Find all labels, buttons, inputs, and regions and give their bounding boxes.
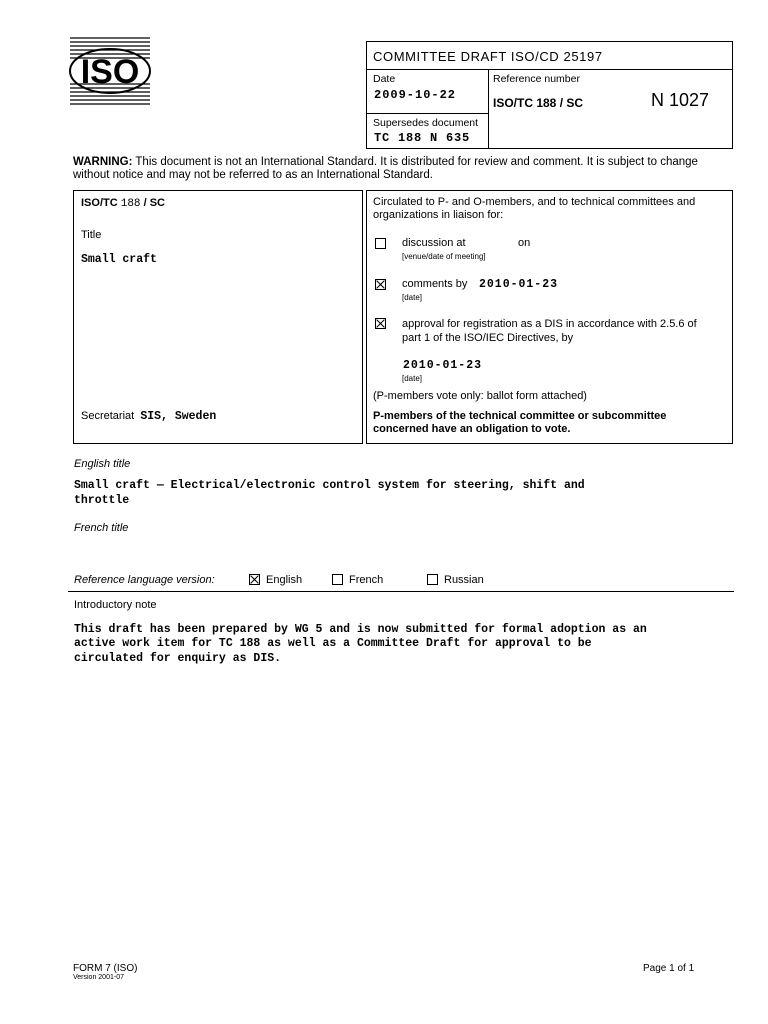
english-title-label: English title (74, 458, 131, 470)
english-checkbox[interactable] (249, 574, 260, 585)
supersedes-label: Supersedes document (373, 117, 479, 129)
warning: WARNING: This document is not an International Standard. It is distributed for review and comment. It is subject to change (73, 156, 698, 168)
french-checkbox[interactable] (332, 574, 343, 585)
iso-logo (68, 36, 152, 106)
footer-page: Page 1 of 1 (643, 963, 695, 974)
intro-line1: This draft has been prepared by WG 5 and is now submitted for formal adoption as an (74, 623, 647, 636)
n-number: N 1027 (651, 90, 710, 110)
obligation-line1: P-members of the technical committee or subcommittee (373, 410, 667, 422)
footer-form: FORM 7 (ISO) (73, 963, 138, 974)
russian-checkbox[interactable] (427, 574, 438, 585)
approval-line2: part 1 of the ISO/IEC Directives, by (402, 332, 574, 344)
committee: ISO/TC 188 / SC (81, 197, 165, 210)
comments-label: comments by (402, 278, 468, 290)
circulated-line1: Circulated to P- and O-members, and to technical committees and (373, 196, 696, 208)
comments-checkbox[interactable] (375, 279, 386, 290)
discussion-checkbox[interactable] (375, 238, 386, 249)
english-title-line1: Small craft — Electrical/electronic control system for steering, shift and (74, 479, 585, 492)
reference-language-label: Reference language version: (74, 574, 215, 586)
obligation-line2: concerned have an obligation to vote. (373, 423, 571, 435)
title-value: Small craft (81, 253, 157, 266)
french-option: French (349, 574, 384, 586)
reference-label: Reference number (493, 73, 580, 85)
left-panel (73, 190, 363, 444)
reference-value: ISO/TC 188 / SC (493, 96, 584, 110)
english-option: English (266, 574, 303, 586)
date-value: 2009-10-22 (374, 88, 457, 102)
comments-date: 2010-01-23 (479, 278, 559, 291)
warning-line2: without notice and may not be referred to as an International Standard. (73, 169, 433, 181)
approval-hint: [date] (402, 374, 423, 383)
approval-checkbox[interactable] (375, 318, 386, 329)
right-panel (366, 190, 733, 444)
ballot-note: (P-members vote only: ballot form attached) (373, 390, 587, 402)
french-title-label: French title (74, 522, 129, 534)
intro-line3: circulated for enquiry as DIS. (74, 652, 282, 665)
discussion-on: on (518, 237, 531, 249)
discussion-label: discussion at (402, 237, 466, 249)
english-title-line2: throttle (74, 494, 130, 507)
comments-hint: [date] (402, 293, 423, 302)
footer-version: Version 2001-07 (73, 974, 124, 981)
circulated-line2: organizations in liaison for: (373, 209, 504, 221)
divider (68, 591, 734, 592)
title-label: Title (81, 229, 102, 241)
approval-date: 2010-01-23 (403, 359, 483, 372)
secretariat: Secretariat SIS, Sweden (81, 410, 217, 423)
russian-option: Russian (444, 574, 484, 586)
approval-line1: approval for registration as a DIS in accordance with 2.5.6 of (402, 318, 697, 330)
doc-type: COMMITTEE DRAFT ISO/CD 25197 (373, 49, 603, 64)
supersedes-value: TC 188 N 635 (374, 131, 471, 145)
svg-text:ISO: ISO (80, 53, 140, 91)
discussion-hint: [venue/date of meeting] (402, 252, 486, 261)
intro-label: Introductory note (74, 599, 157, 611)
date-label: Date (373, 73, 396, 85)
intro-line2: active work item for TC 188 as well as a Committee Draft for approval to be (74, 637, 592, 650)
